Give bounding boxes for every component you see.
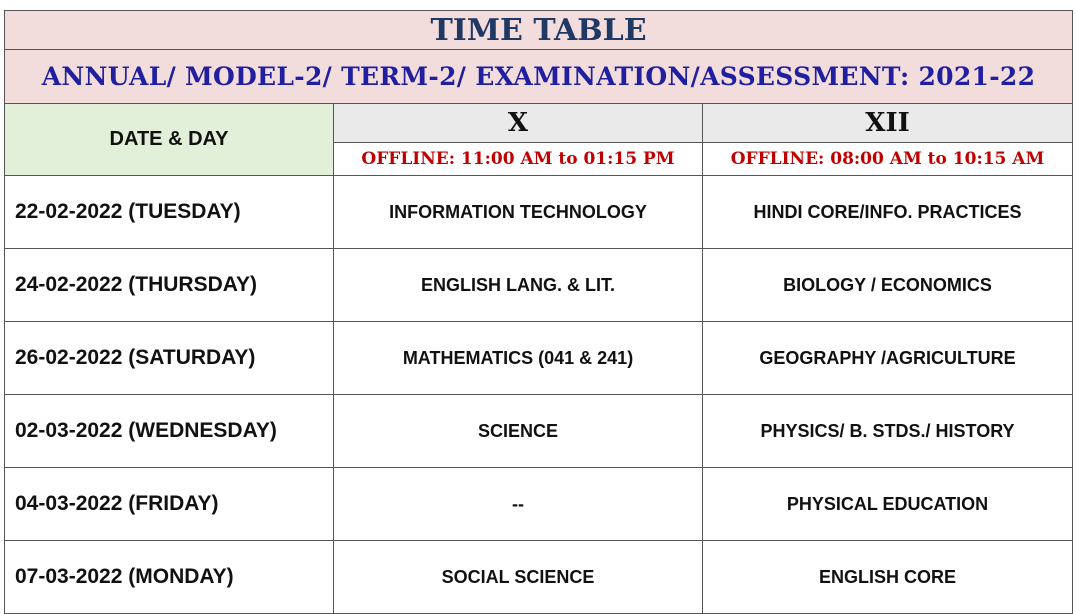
class-x-subject: INFORMATION TECHNOLOGY <box>334 176 703 249</box>
page-title: TIME TABLE <box>5 11 1073 50</box>
class-xii-subject: GEOGRAPHY /AGRICULTURE <box>703 322 1073 395</box>
table-row <box>5 468 1073 541</box>
class-xii-subject: PHYSICS/ B. STDS./ HISTORY <box>703 395 1073 468</box>
class-x-timing: OFFLINE: 11:00 AM to 01:15 PM <box>334 143 703 176</box>
table-row <box>5 249 1073 322</box>
exam-date: 26-02-2022 (SATURDAY) <box>5 322 334 395</box>
exam-date: 04-03-2022 (FRIDAY) <box>5 468 334 541</box>
exam-date: 02-03-2022 (WEDNESDAY) <box>5 395 334 468</box>
title-row <box>5 11 1073 50</box>
table-row <box>5 322 1073 395</box>
exam-subtitle: ANNUAL/ MODEL-2/ TERM-2/ EXAMINATION/ASSESSMENT: 2021-22 <box>5 50 1073 104</box>
class-x-subject: SOCIAL SCIENCE <box>334 541 703 614</box>
class-x-subject: MATHEMATICS (041 & 241) <box>334 322 703 395</box>
class-xii-subject: BIOLOGY / ECONOMICS <box>703 249 1073 322</box>
class-x-subject: ENGLISH LANG. & LIT. <box>334 249 703 322</box>
table-row <box>5 395 1073 468</box>
date-day-header: DATE & DAY <box>5 104 334 176</box>
class-x-header: X <box>334 104 703 143</box>
class-xii-subject: ENGLISH CORE <box>703 541 1073 614</box>
class-xii-subject: HINDI CORE/INFO. PRACTICES <box>703 176 1073 249</box>
class-header-row <box>5 104 1073 143</box>
exam-date: 24-02-2022 (THURSDAY) <box>5 249 334 322</box>
class-xii-timing: OFFLINE: 08:00 AM to 10:15 AM <box>703 143 1073 176</box>
table-row <box>5 541 1073 614</box>
table-row <box>5 176 1073 249</box>
class-x-subject: SCIENCE <box>334 395 703 468</box>
subtitle-row <box>5 50 1073 104</box>
class-xii-subject: PHYSICAL EDUCATION <box>703 468 1073 541</box>
exam-date: 07-03-2022 (MONDAY) <box>5 541 334 614</box>
exam-date: 22-02-2022 (TUESDAY) <box>5 176 334 249</box>
timetable <box>4 10 1073 614</box>
class-xii-header: XII <box>703 104 1073 143</box>
timetable-sheet <box>4 10 1072 614</box>
class-x-subject: -- <box>334 468 703 541</box>
